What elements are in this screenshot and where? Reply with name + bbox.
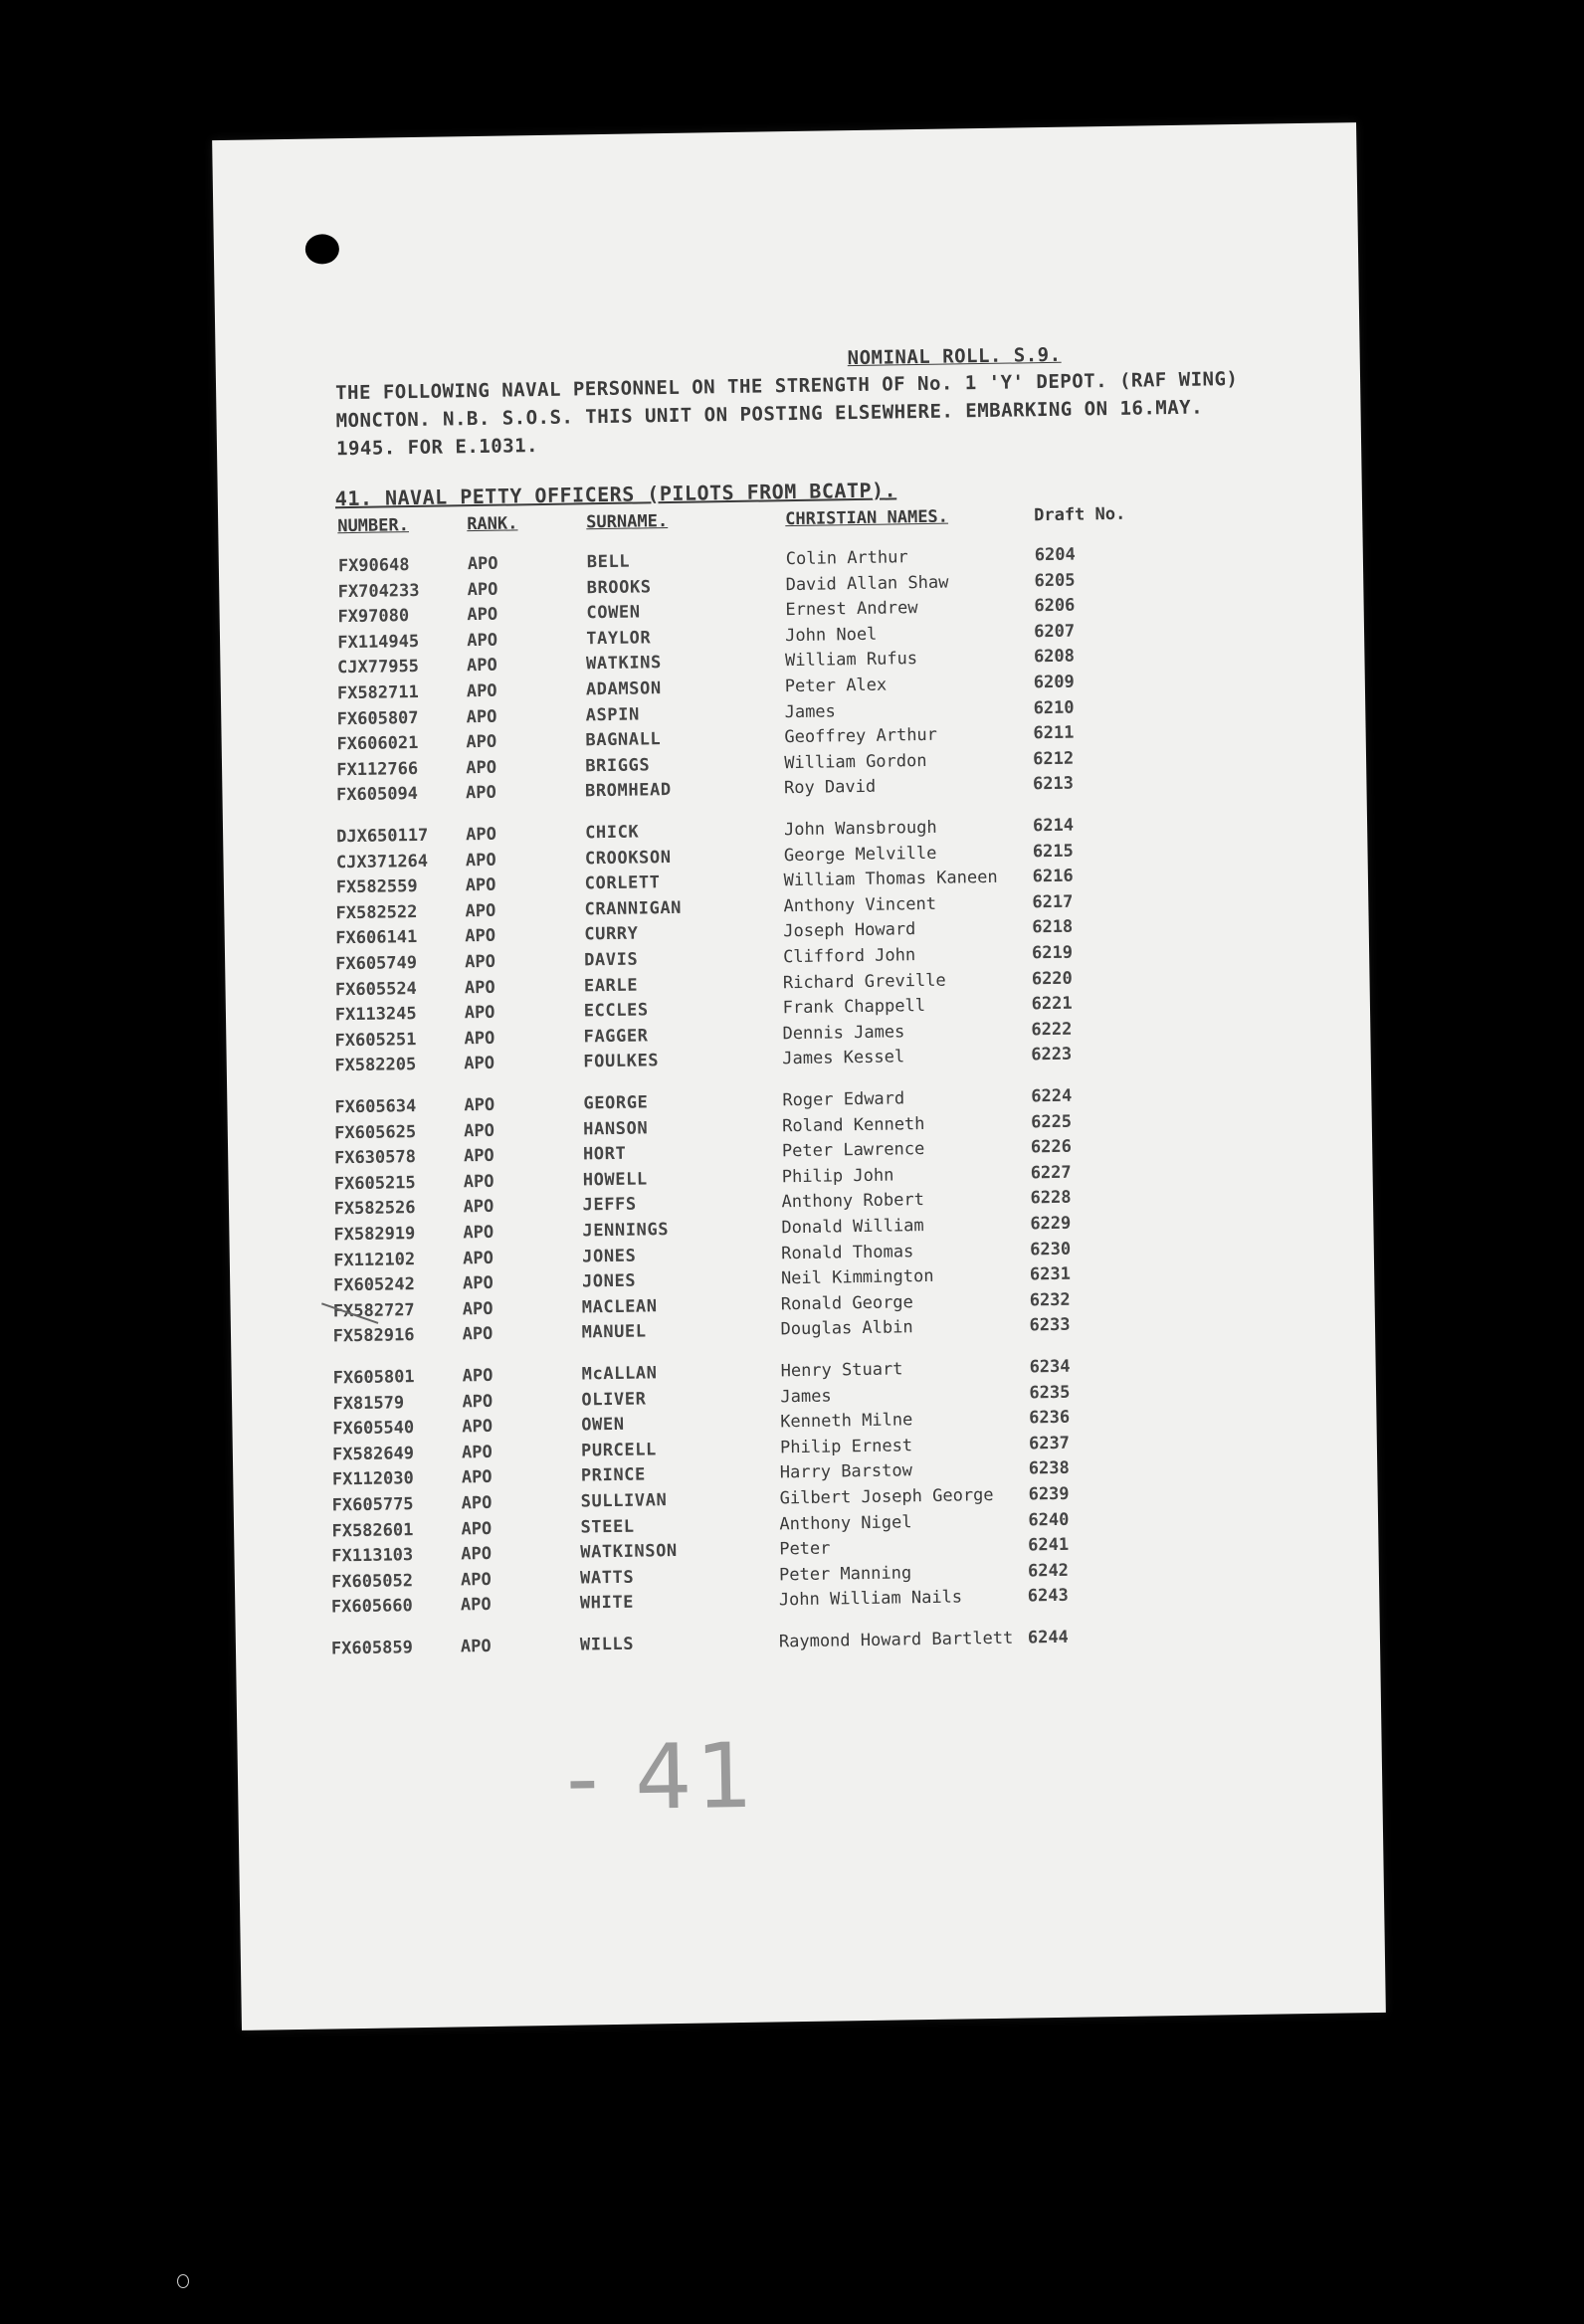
rank: APO: [461, 1467, 493, 1488]
rank: APO: [466, 706, 497, 727]
rank: APO: [461, 1442, 493, 1463]
personnel-number: FX630578: [333, 1147, 417, 1169]
christian-names: James: [784, 700, 836, 722]
christian-names: Roland Kenneth: [782, 1113, 925, 1136]
surname: ASPIN: [585, 704, 640, 725]
personnel-number: FX97080: [337, 606, 410, 628]
christian-names: William Thomas Kaneen: [783, 868, 998, 891]
rank: APO: [462, 1324, 494, 1345]
draft-number: 6209: [1033, 672, 1075, 693]
personnel-number: FX606021: [336, 733, 419, 755]
surname: CURRY: [584, 923, 639, 945]
column-header-draft-no: Draft No.: [1034, 503, 1126, 526]
surname: COWEN: [586, 602, 641, 624]
draft-number: 6206: [1034, 595, 1076, 617]
personnel-number: FX582526: [333, 1198, 416, 1220]
christian-names: Anthony Nigel: [779, 1511, 912, 1534]
surname: JENNINGS: [582, 1220, 670, 1242]
christian-names: Harry Barstow: [779, 1460, 913, 1483]
surname: WATTS: [579, 1567, 635, 1589]
column-header-number: NUMBER.: [337, 515, 410, 537]
surname: ADAMSON: [585, 678, 662, 700]
personnel-number: FX114945: [337, 631, 420, 654]
christian-names: John Noel: [785, 624, 878, 646]
rank: APO: [460, 1636, 492, 1657]
rank: APO: [462, 1417, 494, 1438]
draft-number: 6237: [1028, 1433, 1071, 1454]
surname: HORT: [582, 1143, 627, 1165]
rank: APO: [467, 579, 498, 600]
christian-names: Neil Kimmington: [780, 1266, 934, 1289]
christian-names: Anthony Vincent: [783, 893, 937, 917]
christian-names: Colin Arthur: [785, 547, 908, 570]
christian-names: Kenneth Milne: [780, 1410, 913, 1433]
surname: DAVIS: [583, 949, 639, 971]
draft-number: 6218: [1032, 917, 1074, 938]
draft-number: 6244: [1027, 1627, 1069, 1648]
surname: BRIGGS: [585, 755, 651, 777]
surname: MACLEAN: [581, 1296, 658, 1318]
christian-names: Dennis James: [782, 1022, 905, 1045]
christian-names: William Rufus: [784, 649, 918, 672]
surname: BELL: [586, 551, 631, 573]
christian-names: Roy David: [783, 777, 877, 799]
personnel-number: FX112030: [331, 1468, 414, 1490]
surname: MANUEL: [581, 1321, 647, 1343]
surname: WHITE: [579, 1593, 635, 1614]
surname: EARLE: [583, 975, 639, 996]
personnel-number: FX605215: [333, 1172, 416, 1195]
draft-number: 6243: [1027, 1586, 1069, 1607]
personnel-number: FX605094: [335, 784, 419, 806]
christian-names: Geoffrey Arthur: [784, 724, 938, 748]
rank: APO: [466, 656, 497, 677]
rank: APO: [461, 1518, 493, 1539]
surname: CORLETT: [584, 872, 661, 894]
rank: APO: [460, 1569, 492, 1591]
document-page: [212, 122, 1386, 2031]
draft-number: 6231: [1029, 1263, 1072, 1285]
draft-number: 6215: [1032, 841, 1074, 862]
draft-number: 6236: [1029, 1407, 1071, 1429]
draft-number: 6227: [1030, 1162, 1072, 1184]
draft-number: 6225: [1030, 1111, 1073, 1132]
draft-number: 6212: [1033, 748, 1075, 770]
christian-names: Ernest Andrew: [785, 598, 918, 621]
surname: CROOKSON: [584, 847, 672, 869]
surname: WATKINS: [585, 653, 663, 675]
draft-number: 6222: [1031, 1019, 1073, 1041]
christian-names: John Wansbrough: [783, 817, 937, 841]
surname: FOULKES: [583, 1051, 660, 1072]
rank: APO: [466, 757, 497, 779]
personnel-number: FX582649: [331, 1443, 415, 1465]
christian-names: James Kessel: [782, 1047, 905, 1069]
column-header-christian-names: CHRISTIAN NAMES.: [785, 506, 949, 530]
rank: APO: [465, 824, 497, 846]
christian-names: Ronald Thomas: [781, 1241, 914, 1263]
christian-names: Henry Stuart: [780, 1359, 903, 1382]
personnel-number: FX605524: [334, 978, 418, 1000]
surname: CRANNIGAN: [584, 897, 683, 920]
surname: SULLIVAN: [580, 1490, 668, 1512]
surname: GEORGE: [583, 1092, 649, 1114]
christian-names: Donald William: [781, 1216, 924, 1239]
draft-number: 6234: [1029, 1356, 1071, 1378]
draft-number: 6207: [1034, 621, 1076, 643]
personnel-number: FX582205: [334, 1055, 417, 1076]
surname: JONES: [582, 1246, 637, 1267]
christian-names: Ronald George: [780, 1292, 913, 1315]
rank: APO: [464, 1002, 495, 1024]
surname: PRINCE: [580, 1464, 647, 1486]
personnel-number: FX605251: [334, 1029, 417, 1052]
draft-number: 6233: [1029, 1315, 1071, 1336]
personnel-number: FX605775: [331, 1494, 414, 1516]
draft-number: 6241: [1028, 1534, 1070, 1556]
christian-names: Roger Edward: [782, 1088, 905, 1111]
christian-names: Peter: [779, 1538, 831, 1560]
personnel-number: FX605052: [330, 1570, 414, 1593]
draft-number: 6242: [1027, 1560, 1070, 1582]
draft-number: 6208: [1033, 646, 1076, 668]
frame-marker: [177, 2274, 189, 2288]
personnel-number: CJX77955: [336, 657, 420, 678]
surname: HANSON: [583, 1117, 649, 1140]
christian-names: Clifford John: [782, 945, 916, 968]
personnel-roster: [219, 540, 1363, 1659]
draft-number: 6232: [1029, 1289, 1071, 1311]
rank: APO: [460, 1595, 492, 1616]
rank: APO: [464, 1120, 495, 1141]
section-title: 41. NAVAL PETTY OFFICERS (PILOTS FROM BCATP).: [334, 478, 897, 511]
heading-line-3: 1945. FOR E.1031.: [335, 435, 539, 461]
rank: APO: [465, 900, 496, 922]
column-header-rank: RANK.: [467, 513, 518, 535]
personnel-number: FX605660: [330, 1596, 413, 1618]
personnel-number: FX112102: [333, 1249, 416, 1270]
personnel-number: FX605807: [336, 707, 419, 729]
personnel-number: FX582601: [331, 1519, 414, 1542]
surname: TAYLOR: [586, 628, 652, 650]
rank: APO: [462, 1298, 494, 1320]
rank: APO: [463, 1146, 495, 1167]
heading-line-2: MONCTON. N.B. S.O.S. THIS UNIT ON POSTING ELSEWHERE. EMBARKING ON 16.MAY.: [335, 396, 1204, 433]
personnel-number: FX605801: [332, 1367, 415, 1389]
surname: OLIVER: [581, 1389, 647, 1411]
rank: APO: [463, 1171, 495, 1193]
surname: HOWELL: [582, 1169, 648, 1191]
rank: APO: [465, 874, 496, 896]
personnel-number: FX81579: [332, 1392, 405, 1414]
rank: APO: [466, 680, 497, 702]
draft-number: 6239: [1028, 1483, 1070, 1505]
rank: APO: [461, 1492, 493, 1514]
rank: APO: [465, 850, 496, 871]
christian-names: Raymond Howard Bartlett: [778, 1628, 1014, 1652]
personnel-number: FX112766: [336, 758, 419, 781]
rank: APO: [467, 604, 498, 626]
surname: PURCELL: [580, 1440, 658, 1461]
rank: APO: [467, 553, 498, 575]
personnel-number: FX582522: [335, 901, 418, 924]
surname: STEEL: [580, 1516, 635, 1538]
draft-number: 6240: [1028, 1509, 1070, 1531]
draft-number: 6216: [1032, 866, 1074, 887]
surname: BROMHEAD: [584, 780, 672, 802]
draft-number: 6220: [1031, 968, 1073, 989]
personnel-number: FX113103: [331, 1545, 414, 1567]
rank: APO: [463, 1222, 495, 1244]
christian-names: Philip John: [781, 1165, 894, 1188]
christian-names: Gilbert Joseph George: [779, 1484, 994, 1509]
rank: APO: [465, 926, 496, 947]
rank: APO: [463, 1248, 495, 1268]
rank: APO: [464, 951, 496, 973]
christian-names: William Gordon: [784, 750, 927, 773]
draft-number: 6224: [1031, 1085, 1073, 1107]
draft-number: 6238: [1028, 1458, 1070, 1479]
christian-names: Douglas Albin: [780, 1317, 913, 1340]
personnel-number: FX605625: [334, 1121, 417, 1143]
christian-names: Frank Chappell: [782, 996, 926, 1019]
surname: WATKINSON: [580, 1541, 678, 1563]
draft-number: 6228: [1030, 1188, 1072, 1209]
draft-number: 6205: [1034, 570, 1076, 591]
roll-title: NOMINAL ROLL. S.9.: [847, 343, 1062, 370]
christian-names: George Melville: [783, 843, 937, 866]
personnel-number: FX605242: [332, 1274, 416, 1296]
rank: APO: [461, 1544, 493, 1565]
personnel-number: FX582559: [335, 876, 418, 898]
surname: FAGGER: [583, 1026, 649, 1048]
column-header-surname: SURNAME.: [586, 511, 669, 533]
rank: APO: [465, 783, 496, 804]
heading-line-1: THE FOLLOWING NAVAL PERSONNEL ON THE STRENGTH OF No. 1 'Y' DEPOT. (RAF WING): [334, 367, 1239, 405]
personnel-number: FX582711: [336, 681, 419, 704]
rank: APO: [462, 1365, 494, 1387]
rank: APO: [464, 977, 495, 998]
personnel-number: FX582919: [333, 1224, 416, 1246]
draft-number: 6211: [1033, 722, 1075, 744]
christian-names: Peter Alex: [784, 675, 888, 697]
draft-number: 6223: [1031, 1045, 1073, 1065]
draft-number: 6217: [1032, 891, 1074, 913]
personnel-number: CJX371264: [335, 851, 429, 872]
personnel-number: FX606141: [335, 927, 418, 949]
rank: APO: [462, 1391, 494, 1412]
draft-number: 6226: [1030, 1136, 1073, 1158]
surname: OWEN: [581, 1414, 625, 1436]
rank: APO: [463, 1197, 495, 1218]
christian-names: Peter Manning: [778, 1563, 912, 1586]
rank: APO: [464, 1028, 495, 1050]
christian-names: John William Nails: [778, 1587, 963, 1611]
personnel-number: FX704233: [337, 580, 420, 602]
christian-names: Anthony Robert: [781, 1190, 925, 1213]
draft-number: 6204: [1034, 544, 1076, 566]
christian-names: Philip Ernest: [779, 1436, 913, 1458]
personnel-number: FX113245: [334, 1004, 417, 1026]
pencil-annotation: - 41: [565, 1723, 758, 1832]
punch-hole: [305, 234, 339, 265]
christian-names: Joseph Howard: [783, 919, 916, 942]
rank: APO: [462, 1273, 494, 1294]
personnel-number: DJX650117: [336, 825, 429, 848]
personnel-number: FX605749: [335, 953, 418, 975]
personnel-number: FX605634: [334, 1096, 417, 1118]
personnel-number: FX605540: [332, 1418, 415, 1440]
draft-number: 6213: [1032, 774, 1075, 795]
surname: McALLAN: [581, 1363, 658, 1385]
christian-names: Richard Greville: [782, 970, 946, 993]
rank: APO: [464, 1054, 495, 1074]
christian-names: Peter Lawrence: [781, 1139, 925, 1162]
draft-number: 6210: [1033, 697, 1075, 718]
draft-number: 6214: [1032, 815, 1075, 837]
surname: CHICK: [584, 822, 640, 844]
personnel-number: FX582727: [332, 1299, 415, 1322]
rank: APO: [466, 731, 497, 753]
rank: APO: [467, 630, 498, 651]
personnel-number: FX582916: [332, 1325, 415, 1347]
surname: JONES: [581, 1270, 637, 1292]
draft-number: 6219: [1031, 942, 1074, 964]
draft-number: 6235: [1029, 1382, 1071, 1403]
surname: BROOKS: [586, 576, 652, 598]
surname: BAGNALL: [585, 729, 662, 751]
surname: JEFFS: [582, 1194, 637, 1216]
surname: ECCLES: [583, 1000, 649, 1022]
personnel-number: FX90648: [337, 555, 410, 577]
christian-names: David Allan Shaw: [785, 572, 949, 595]
draft-number: 6229: [1030, 1213, 1072, 1235]
draft-number: 6221: [1031, 993, 1073, 1015]
christian-names: James: [780, 1386, 832, 1407]
draft-number: 6230: [1029, 1239, 1072, 1259]
personnel-number: FX605859: [330, 1638, 414, 1659]
surname: WILLS: [579, 1634, 635, 1655]
rank: APO: [464, 1094, 495, 1116]
